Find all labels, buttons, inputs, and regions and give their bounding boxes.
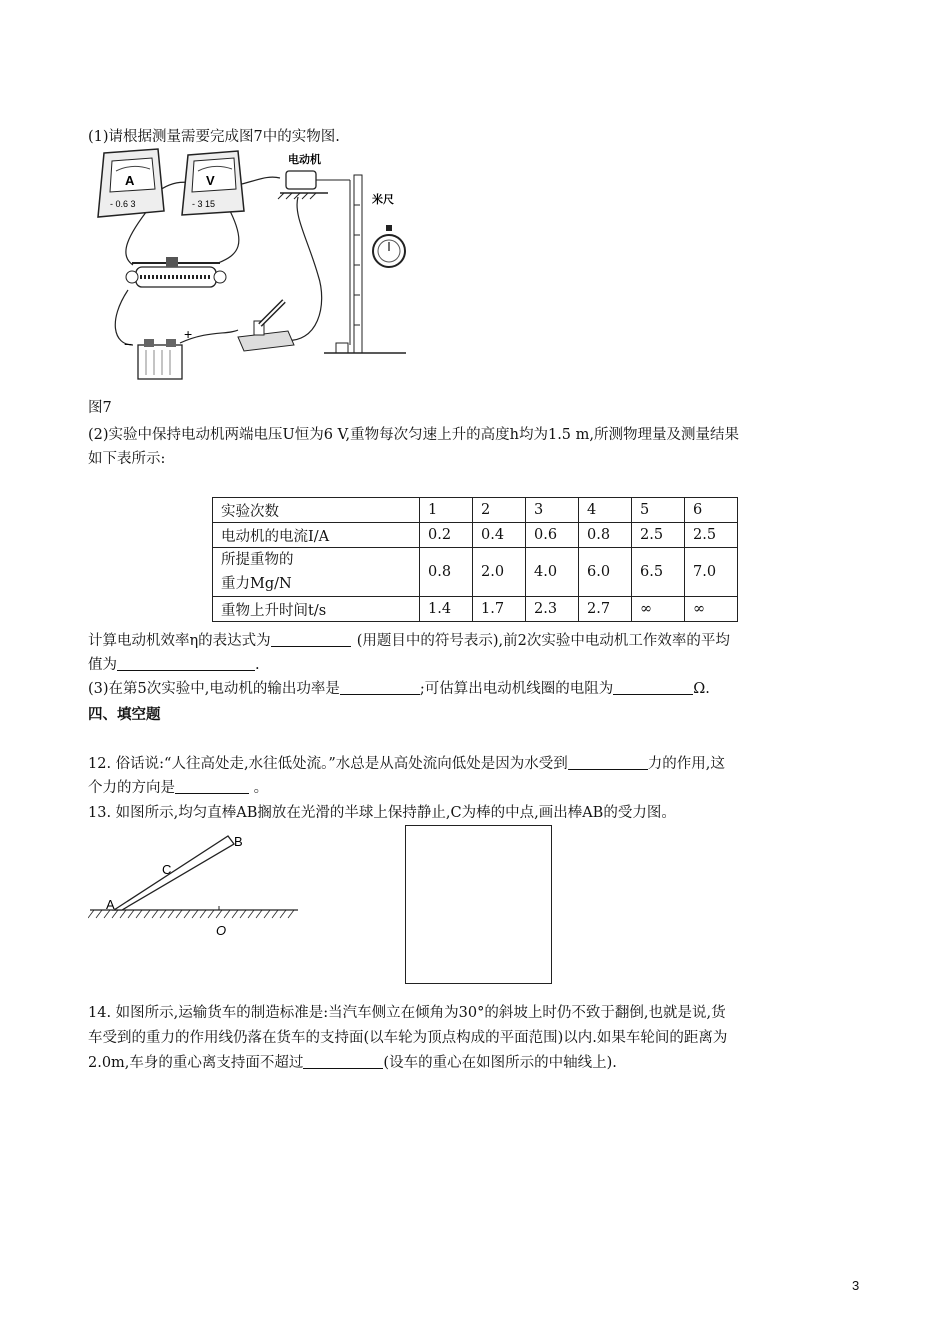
battery	[124, 326, 192, 379]
cell: 0.2	[420, 523, 473, 548]
q3-text-b: ;可估算出电动机线圈的电阻为	[419, 681, 614, 697]
row-label-line-1: 所提重物的	[221, 552, 294, 568]
voltmeter	[182, 151, 244, 215]
section-heading: 四、填空题	[88, 707, 161, 723]
cell: ∞	[685, 597, 738, 622]
q14-text-b: (设车的重心在如图所示的中轴线上).	[383, 1055, 617, 1071]
table-row	[213, 498, 738, 523]
table-row	[213, 597, 738, 622]
battery-minus: −	[124, 336, 133, 352]
page-number: 3	[852, 1278, 860, 1293]
cell: 2.0	[473, 548, 526, 597]
table-row	[213, 548, 738, 597]
point-c-label: C	[162, 862, 172, 877]
point-a-label: A	[106, 897, 115, 912]
ruler-label: 米尺	[372, 194, 394, 206]
stopwatch-icon	[373, 225, 405, 267]
q2-text-line-2: 如下表所示:	[88, 451, 166, 467]
cell: 2.7	[579, 597, 632, 622]
cell: 1.4	[420, 597, 473, 622]
answer-blank-efficiency[interactable]	[271, 632, 351, 647]
efficiency-text-c: 值为	[88, 657, 117, 673]
q13-text: 13. 如图所示,均匀直棒AB搁放在光滑的半球上保持静止,C为棒的中点,画出棒AB的受力图。	[88, 805, 676, 821]
q12-text-d: 。	[249, 780, 269, 796]
q12-text-b: 力的作用,这	[647, 756, 725, 772]
answer-drawing-box[interactable]	[405, 825, 552, 984]
row-label	[213, 548, 420, 597]
q12-line-1	[88, 754, 725, 774]
cell: 1.7	[473, 597, 526, 622]
q3-text-a: (3)在第5次实验中,电动机的输出功率是	[88, 681, 340, 697]
figure-7-caption: 图7	[88, 400, 112, 416]
q2-text-line-1: (2)实验中保持电动机两端电压U恒为6 V,重物每次匀速上升的高度h均为1.5 m,所测物理量及测量结果	[88, 427, 740, 443]
table-row	[213, 523, 738, 548]
answer-blank-center-height[interactable]	[303, 1054, 383, 1069]
answer-blank-direction[interactable]	[175, 779, 249, 794]
row-label: 实验次数	[213, 498, 420, 523]
ammeter-letter: A	[125, 173, 135, 188]
cell: 2.5	[632, 523, 685, 548]
cell: 2	[473, 498, 526, 523]
q1-prompt: (1)请根据测量需要完成图7中的实物图.	[88, 129, 340, 145]
voltmeter-letter: V	[206, 173, 215, 188]
switch	[238, 301, 294, 351]
answer-blank-output-power[interactable]	[340, 680, 420, 695]
efficiency-text-d: .	[255, 657, 260, 673]
voltmeter-scale: - 3 15	[192, 199, 216, 209]
efficiency-line-2	[88, 655, 260, 675]
efficiency-line-1	[88, 631, 730, 651]
row-label-line-2: 重力Mg/N	[221, 576, 292, 592]
motor-label: 电动机	[288, 154, 321, 166]
answer-blank-average-efficiency[interactable]	[117, 656, 255, 671]
cell: 2.3	[526, 597, 579, 622]
answer-blank-force[interactable]	[568, 755, 648, 770]
measurement-table	[212, 497, 738, 622]
q14-line-2: 车受到的重力的作用线仍落在货车的支持面(以车轮为顶点构成的平面范围)以内.如果车轮间的距离为	[88, 1030, 728, 1046]
cell: 6	[685, 498, 738, 523]
cell: 7.0	[685, 548, 738, 597]
q12-text-c: 个力的方向是	[88, 780, 175, 796]
q12-text-a: 12. 俗话说:“人往高处走,水往低处流。”水总是从高处流向低处是因为水受到	[88, 756, 568, 772]
point-b-label: B	[234, 834, 243, 849]
row-label: 重物上升时间t/s	[213, 597, 420, 622]
cell: 6.5	[632, 548, 685, 597]
cell: 0.6	[526, 523, 579, 548]
cell: 0.8	[579, 523, 632, 548]
figure-13-rod	[88, 832, 303, 942]
cell: ∞	[632, 597, 685, 622]
ammeter	[98, 149, 164, 217]
cell: 4	[579, 498, 632, 523]
cell: 0.8	[420, 548, 473, 597]
ammeter-scale: - 0.6 3	[110, 199, 136, 209]
answer-blank-resistance[interactable]	[613, 680, 693, 695]
q14-line-1: 14. 如图所示,运输货车的制造标准是:当汽车侧立在倾角为30°的斜坡上时仍不致于翻倒,也就是说,货	[88, 1005, 726, 1021]
rheostat	[126, 257, 226, 287]
cell: 3	[526, 498, 579, 523]
cell: 0.4	[473, 523, 526, 548]
point-o-label: O	[216, 923, 227, 938]
cell: 2.5	[685, 523, 738, 548]
battery-plus: +	[184, 326, 193, 342]
cell: 6.0	[579, 548, 632, 597]
cell: 5	[632, 498, 685, 523]
q3-line	[88, 679, 710, 699]
row-label: 电动机的电流I/A	[213, 523, 420, 548]
q12-line-2	[88, 778, 268, 798]
figure-7-circuit	[88, 145, 428, 385]
efficiency-text-b: (用题目中的符号表示),前2次实验中电动机工作效率的平均	[356, 633, 730, 649]
cell: 4.0	[526, 548, 579, 597]
cell: 1	[420, 498, 473, 523]
q14-text-a: 2.0m,车身的重心离支持面不超过	[88, 1055, 304, 1071]
q3-text-c: Ω.	[693, 681, 710, 697]
q14-line-3	[88, 1053, 617, 1073]
efficiency-text-a: 计算电动机效率η的表达式为	[88, 633, 271, 649]
